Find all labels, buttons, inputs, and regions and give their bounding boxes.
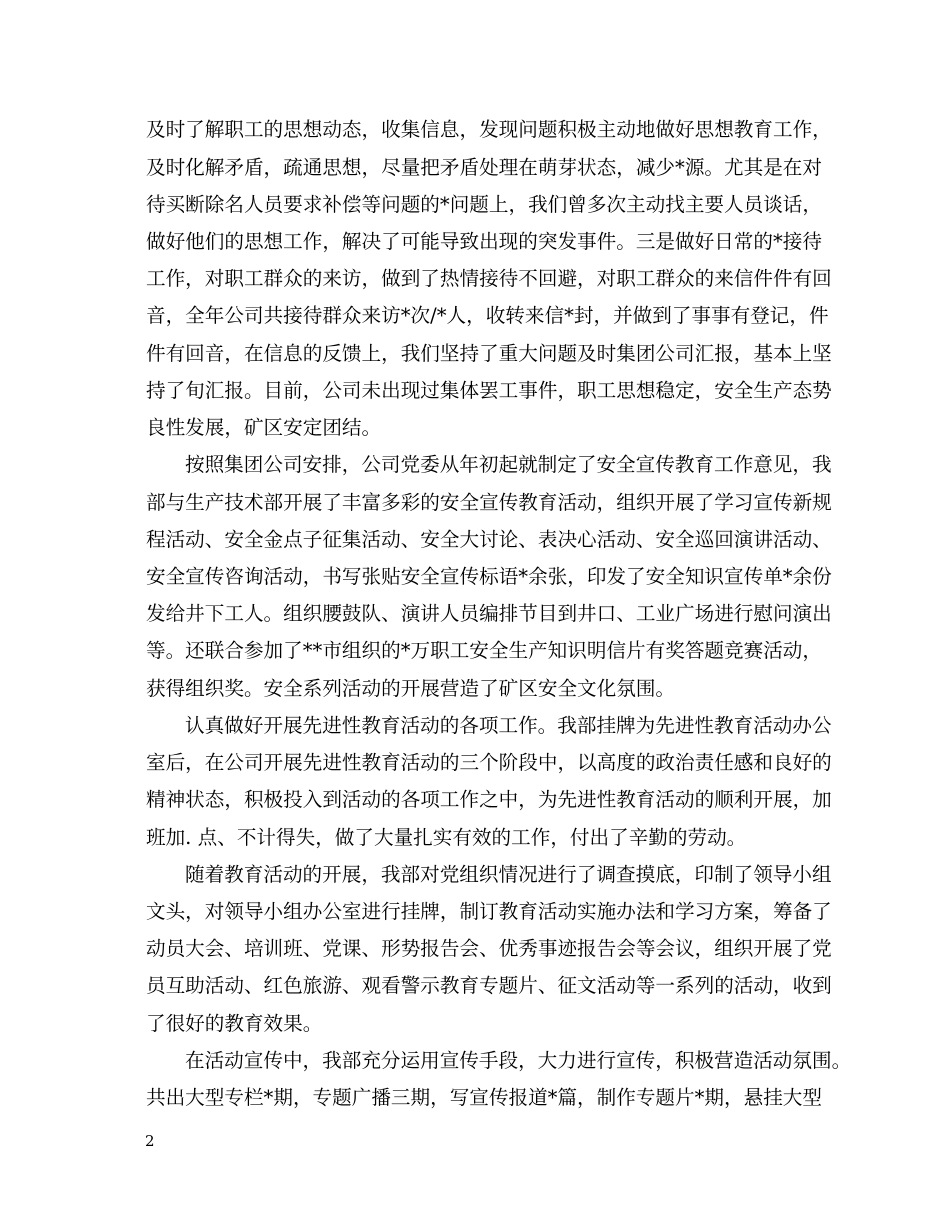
- text-line: 了很好的教育效果。: [146, 1012, 323, 1035]
- text-line: 班加. 点、不计得失，做了大量扎实有效的工作，付出了辛勤的劳动。: [146, 826, 747, 849]
- text-line: 文头，对领导小组办公室进行挂牌，制订教育活动实施办法和学习方案，筹备了: [146, 900, 832, 923]
- text-line: 精神状态，积极投入到活动的各项工作之中，为先进性教育活动的顺利开展，加: [146, 788, 832, 811]
- paragraph-first-line: 在活动宣传中，我部充分运用宣传手段，大力进行宣传，积极营造活动氛围。: [185, 1049, 852, 1072]
- text-line: 发给井下工人。组织腰鼓队、演讲人员编排节目到井口、工业广场进行慰问演出: [146, 602, 832, 625]
- text-line: 及时化解矛盾，疏通思想，尽量把矛盾处理在萌芽状态，减少*源。尤其是在对: [146, 156, 822, 179]
- text-line: 获得组织奖。安全系列活动的开展营造了矿区安全文化氛围。: [146, 677, 676, 700]
- text-line: 室后，在公司开展先进性教育活动的三个阶段中，以高度的政治责任感和良好的: [146, 751, 832, 774]
- paragraph-first-line: 认真做好开展先进性教育活动的各项工作。我部挂牌为先进性教育活动办公: [185, 714, 832, 737]
- page-number: 2: [145, 1132, 155, 1150]
- text-line: 待买断除名人员要求补偿等问题的*问题上，我们曾多次主动找主要人员谈话，: [146, 193, 822, 216]
- text-line: 员互助活动、红色旅游、观看警示教育专题片、征文活动等一系列的活动，收到: [146, 974, 832, 997]
- text-line: 共出大型专栏*期，专题广播三期，写宣传报道*篇，制作专题片*期，悬挂大型: [146, 1086, 822, 1109]
- text-line: 等。还联合参加了**市组织的*万职工安全生产知识明信片有奖答题竞赛活动，: [146, 639, 822, 662]
- text-line: 良性发展，矿区安定团结。: [146, 416, 382, 439]
- text-line: 安全宣传咨询活动，书写张贴安全宣传标语*余张，印发了安全知识宣传单*余份: [146, 565, 832, 588]
- text-line: 件有回音，在信息的反馈上，我们坚持了重大问题及时集团公司汇报，基本上坚: [146, 342, 832, 365]
- text-line: 动员大会、培训班、党课、形势报告会、优秀事迹报告会等会议，组织开展了党: [146, 937, 832, 960]
- text-line: 音，全年公司共接待群众来访*次/*人，收转来信*封，并做到了事事有登记，件: [146, 304, 829, 327]
- text-line: 程活动、安全金点子征集活动、安全大讨论、表决心活动、安全巡回演讲活动、: [146, 528, 832, 551]
- paragraph-first-line: 随着教育活动的开展，我部对党组织情况进行了调查摸底，印制了领导小组: [185, 863, 832, 886]
- paragraph-first-line: 按照集团公司安排，公司党委从年初起就制定了安全宣传教育工作意见，我: [185, 453, 832, 476]
- text-line: 及时了解职工的思想动态，收集信息，发现问题积极主动地做好思想教育工作，: [146, 118, 832, 141]
- text-line: 做好他们的思想工作，解决了可能导致出现的突发事件。三是做好日常的*接待: [146, 230, 822, 253]
- text-line: 部与生产技术部开展了丰富多彩的安全宣传教育活动，组织开展了学习宣传新规: [146, 491, 832, 514]
- text-line: 工作，对职工群众的来访，做到了热情接待不回避，对职工群众的来信件件有回: [146, 267, 832, 290]
- text-line: 持了旬汇报。目前，公司未出现过集体罢工事件，职工思想稳定，安全生产态势: [146, 379, 832, 402]
